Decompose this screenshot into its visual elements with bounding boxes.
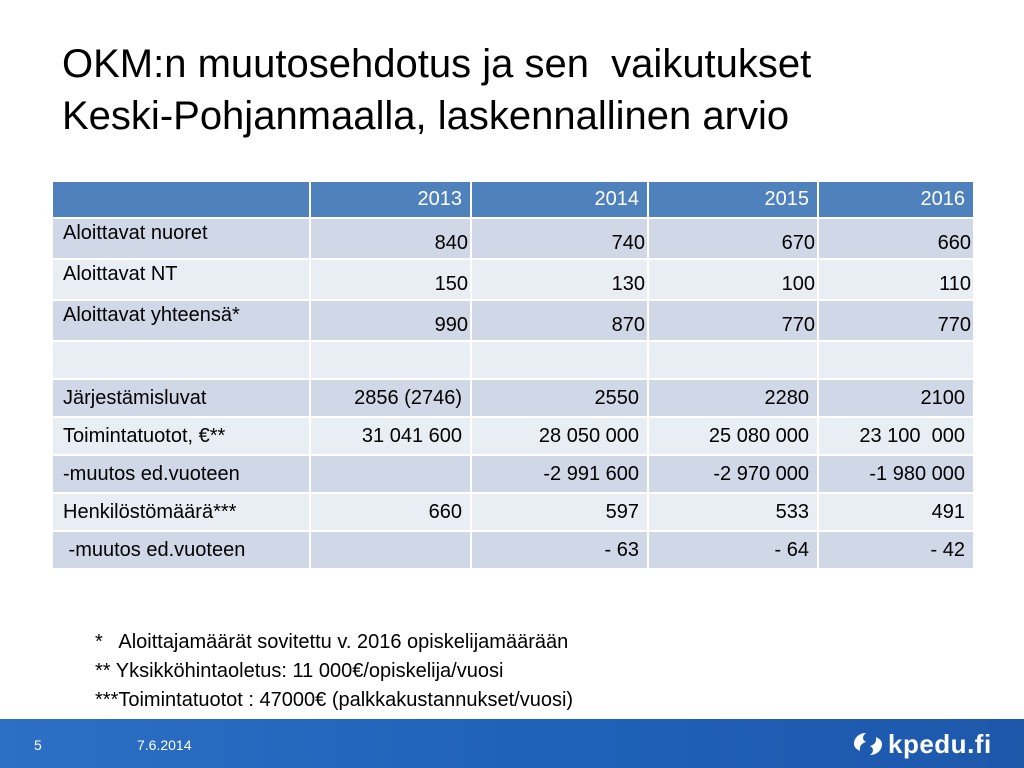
row-label: -muutos ed.vuoteen [52,531,310,569]
cell-value [310,531,471,569]
kpedu-logo [852,729,992,759]
cell-value: 870 [471,300,648,341]
header-cell-2016: 2016 [818,181,974,218]
cell-value: 840 [310,218,471,259]
cell-value: 670 [648,218,818,259]
cell-value: 31 041 600 [310,417,471,455]
logo-text: kpedu.fi [888,728,992,759]
cell-value: 660 [310,493,471,531]
row-label: Henkilöstömäärä*** [52,493,310,531]
cell-value [818,341,974,379]
header-cell-2013: 2013 [310,181,471,218]
slide-date: 7.6.2014 [137,737,192,753]
footnote-3: ***Toimintatuotot : 47000€ (palkkakustannukset/vuosi) [95,689,574,711]
footnote-2: ** Yksikköhintaoletus: 11 000€/opiskelija/vuosi [95,660,504,682]
cell-value: 533 [648,493,818,531]
table-row [52,417,974,455]
footnotes [95,628,573,715]
cell-value: -2 970 000 [648,455,818,493]
cell-value: 740 [471,218,648,259]
table-row [52,218,974,259]
cell-value: 2856 (2746) [310,379,471,417]
table-row [52,259,974,300]
cell-value: - 42 [818,531,974,569]
table-row [52,531,974,569]
row-label [52,341,310,379]
footer-bar [0,719,1024,768]
footnote-1: * Aloittajamäärät sovitettu v. 2016 opiskelijamäärään [95,631,569,653]
table-row [52,379,974,417]
table-row-spacer [52,341,974,379]
row-label: -muutos ed.vuoteen [52,455,310,493]
cell-value: 100 [648,259,818,300]
cell-value: 130 [471,259,648,300]
cell-value [648,341,818,379]
cell-value: 110 [818,259,974,300]
cell-value: -1 980 000 [818,455,974,493]
cell-value [471,341,648,379]
slide-title-line-2: Keski-Pohjanmaalla, laskennallinen arvio [62,94,790,138]
cell-value: 28 050 000 [471,417,648,455]
row-label: Toimintatuotot, €** [52,417,310,455]
cell-value: 491 [818,493,974,531]
header-cell-empty [52,181,310,218]
table-header-row [52,181,974,218]
row-label: Aloittavat yhteensä* [52,300,310,341]
cell-value: 25 080 000 [648,417,818,455]
cell-value: 770 [648,300,818,341]
table-row [52,455,974,493]
cell-value: 2280 [648,379,818,417]
cell-value [310,341,471,379]
cell-value: 2550 [471,379,648,417]
cell-value: 990 [310,300,471,341]
kpedu-logo-icon [852,731,884,757]
row-label: Aloittavat NT [52,259,310,300]
data-table [51,180,975,570]
table-row [52,493,974,531]
cell-value: 660 [818,218,974,259]
table-row [52,300,974,341]
cell-value: -2 991 600 [471,455,648,493]
slide-title [62,38,992,142]
row-label: Järjestämisluvat [52,379,310,417]
cell-value: - 63 [471,531,648,569]
cell-value: - 64 [648,531,818,569]
cell-value: 150 [310,259,471,300]
slide-title-line-1: OKM:n muutosehdotus ja sen vaikutukset [62,42,812,86]
slide-number: 5 [34,737,42,753]
cell-value: 2100 [818,379,974,417]
cell-value: 770 [818,300,974,341]
cell-value [310,455,471,493]
header-cell-2015: 2015 [648,181,818,218]
row-label: Aloittavat nuoret [52,218,310,259]
header-cell-2014: 2014 [471,181,648,218]
cell-value: 23 100 000 [818,417,974,455]
cell-value: 597 [471,493,648,531]
